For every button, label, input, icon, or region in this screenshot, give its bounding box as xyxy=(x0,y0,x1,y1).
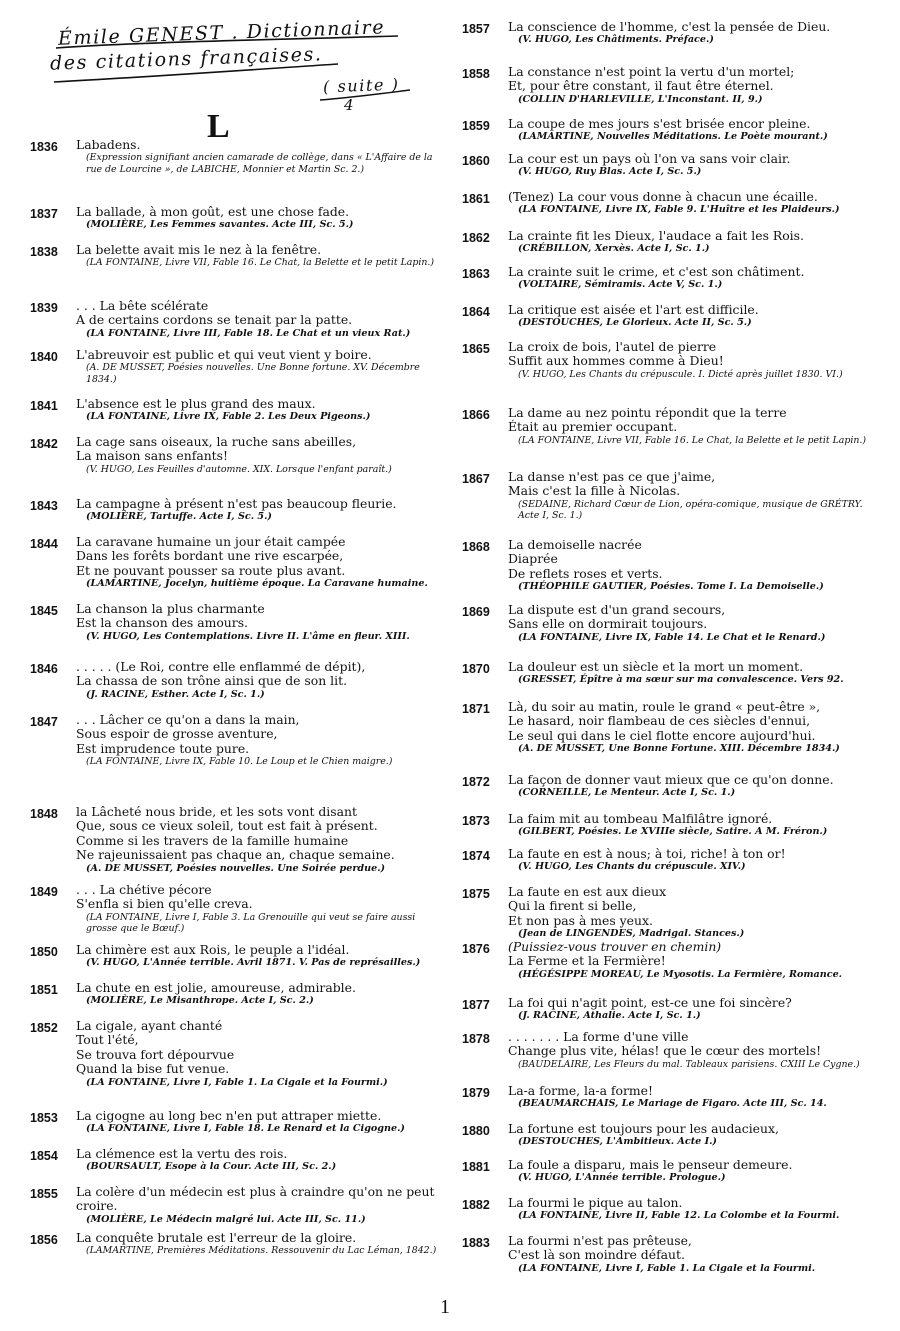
citation-text-line: Était au premier occupant. xyxy=(508,419,678,435)
citation-number: 1878 xyxy=(462,1032,490,1046)
citation-body xyxy=(508,996,872,1022)
citation-text-line: S'enfla si bien qu'elle creva. xyxy=(76,896,253,912)
citation-source: (DESTOUCHES, Le Glorieux. Acte II, Sc. 5.) xyxy=(518,317,752,329)
citation-body xyxy=(508,1234,872,1274)
citation-text-line: La cour est un pays où l'on va sans voir clair. xyxy=(508,151,791,166)
citation-number: 1847 xyxy=(30,715,58,729)
citation-entry xyxy=(462,229,872,255)
citation-body xyxy=(76,497,438,523)
citation-text-line: La ballade, à mon goût, est une chose fade. xyxy=(76,204,350,219)
citation-text-line: La danse n'est pas ce que j'aime, xyxy=(508,469,716,484)
citation-number: 1837 xyxy=(30,207,58,221)
citation-entry xyxy=(30,1109,438,1135)
citation-entry xyxy=(462,538,872,593)
citation-text-line: Mais c'est la fille à Nicolas. xyxy=(508,483,681,499)
citation-body xyxy=(508,773,872,799)
citation-entry xyxy=(462,152,872,178)
citation-body xyxy=(508,1158,872,1184)
citation-entry xyxy=(462,847,872,873)
citation-body xyxy=(508,1084,872,1110)
citation-source: (LA FONTAINE, Livre VII, Fable 16. Le Chat, la Belette et le petit Lapin.) xyxy=(86,257,435,269)
citation-text-line: La chassa de son trône ainsi que de son lit. xyxy=(76,673,348,689)
citation-entry xyxy=(30,435,438,475)
citation-number: 1852 xyxy=(30,1021,58,1035)
citation-source: (MOLIÈRE, Le Médecin malgré lui. Acte III, Sc. 11.) xyxy=(86,1213,366,1225)
citation-body xyxy=(508,470,872,522)
citation-body xyxy=(76,138,438,175)
citation-number: 1860 xyxy=(462,154,490,168)
citation-text-line: Et non pas à mes yeux. xyxy=(508,912,653,928)
citation-number: 1861 xyxy=(462,192,490,206)
citation-body xyxy=(508,603,872,643)
citation-body xyxy=(76,397,438,423)
citation-entry xyxy=(30,660,438,700)
citation-text-line: Change plus vite, hélas! que le cœur des mortels! xyxy=(508,1043,822,1059)
citation-entry xyxy=(462,265,872,291)
citation-text-line: La faim mit au tombeau Malfilâtre ignoré. xyxy=(508,811,773,826)
citation-text-line: Que, sous ce vieux soleil, tout est fait à présent. xyxy=(76,818,378,834)
citation-text-line: La-a forme, la-a forme! xyxy=(508,1083,653,1098)
citation-body xyxy=(508,265,872,291)
citation-source: (V. HUGO, Ruy Blas. Acte I, Sc. 5.) xyxy=(518,166,702,178)
citation-number: 1848 xyxy=(30,807,58,821)
citation-number: 1851 xyxy=(30,983,58,997)
citation-body xyxy=(76,299,438,339)
citation-text-line: Ne rajeunissaient pas chaque an, chaque semaine. xyxy=(76,847,395,863)
citation-entry xyxy=(462,20,872,46)
citation-text-line: L'absence est le plus grand des maux. xyxy=(76,396,316,411)
citation-number: 1879 xyxy=(462,1086,490,1100)
citation-body xyxy=(76,1231,438,1257)
citation-number: 1867 xyxy=(462,472,490,486)
citation-text-line: La façon de donner vaut mieux que ce qu'on donne. xyxy=(508,772,834,787)
citation-text-line: Qui la firent si belle, xyxy=(508,898,637,914)
page-number: 1 xyxy=(440,1296,450,1318)
citation-body xyxy=(508,538,872,593)
citation-body xyxy=(508,812,872,838)
citation-number: 1863 xyxy=(462,267,490,281)
citation-entry xyxy=(462,700,872,755)
citation-text-line: croire. xyxy=(76,1198,118,1214)
citation-text-line: Quand la bise fut venue. xyxy=(76,1061,230,1077)
citation-source: (LA FONTAINE, Livre IX, Fable 14. Le Chat et le Renard.) xyxy=(518,631,826,643)
citation-source: (LA FONTAINE, Livre I, Fable 3. La Grenouille qui veut se faire aussi grosse que le Bœuf.) xyxy=(86,911,416,935)
citation-body xyxy=(76,535,438,590)
citation-entry xyxy=(462,660,872,686)
citation-entry xyxy=(30,713,438,768)
citation-entry xyxy=(462,190,872,216)
citation-source: (A. DE MUSSET, Une Bonne Fortune. XIII. Décembre 1834.) xyxy=(518,743,840,755)
citation-text-line: Dans les forêts bordant une rive escarpée, xyxy=(76,548,344,564)
citation-number: 1839 xyxy=(30,301,58,315)
citation-source: (A. DE MUSSET, Poésies nouvelles. Une Bonne fortune. XV. Décembre 1834.) xyxy=(86,362,420,385)
citation-body xyxy=(508,1030,872,1070)
citation-entry xyxy=(30,602,438,642)
citation-entry xyxy=(30,1185,438,1225)
citation-number: 1838 xyxy=(30,245,58,259)
citation-number: 1876 xyxy=(462,942,490,956)
citation-body xyxy=(508,340,872,380)
citation-text-line: La cigogne au long bec n'en put attraper miette. xyxy=(76,1108,382,1123)
citation-number: 1845 xyxy=(30,604,58,618)
citation-source: (GILBERT, Poésies. Le XVIIIe siècle, Satire. A M. Fréron.) xyxy=(518,826,828,838)
citation-source: (MOLIÈRE, Tartuffe. Acte I, Sc. 5.) xyxy=(86,511,272,523)
citation-body xyxy=(508,117,872,143)
citation-text-line: . . . Lâcher ce qu'on a dans la main, xyxy=(76,712,300,727)
citation-text-line: A de certains cordons se tenait par la patte. xyxy=(76,312,353,328)
citation-number: 1875 xyxy=(462,887,490,901)
citation-body xyxy=(76,1109,438,1135)
citation-source: (LA FONTAINE, Livre III, Fable 18. Le Chat et un vieux Rat.) xyxy=(86,327,411,339)
citation-number: 1840 xyxy=(30,350,58,364)
citation-text-line: La croix de bois, l'autel de pierre xyxy=(508,339,717,354)
citation-text-line: La constance n'est point la vertu d'un mortel; xyxy=(508,64,795,79)
citation-source: (LA FONTAINE, Livre VII, Fable 16. Le Chat, la Belette et le petit Lapin.) xyxy=(518,434,867,446)
citation-text-line: . . . La chétive pécore xyxy=(76,882,212,897)
citation-entry xyxy=(462,940,872,980)
citation-number: 1869 xyxy=(462,605,490,619)
citation-entry xyxy=(462,603,872,643)
citation-source: (V. HUGO, Les Contemplations. Livre II. L'âme en fleur. XIII. xyxy=(86,630,410,642)
citation-number: 1843 xyxy=(30,499,58,513)
citation-text-line: la Lâcheté nous bride, et les sots vont disant xyxy=(76,804,357,819)
citation-body xyxy=(508,885,872,940)
citation-source: (LAMARTINE, Jocelyn, huitième époque. La Caravane humaine. xyxy=(86,578,428,590)
citation-entry xyxy=(30,243,438,269)
citation-body xyxy=(76,205,438,231)
citation-entry xyxy=(462,773,872,799)
citation-source: (BOURSAULT, Esope à la Cour. Acte III, Sc. 2.) xyxy=(86,1161,337,1173)
citation-text-line: La crainte fit les Dieux, l'audace a fait les Rois. xyxy=(508,228,804,243)
citation-text-line: C'est là son moindre défaut. xyxy=(508,1247,685,1263)
citation-text-line: . . . La bête scélérate xyxy=(76,298,209,313)
citation-number: 1877 xyxy=(462,998,490,1012)
citation-source: (MOLIÈRE, Le Misanthrope. Acte I, Sc. 2.) xyxy=(86,995,314,1007)
handwritten-suite: ( suite ) xyxy=(322,74,400,97)
citation-source: (MOLIÈRE, Les Femmes savantes. Acte III, Sc. 5.) xyxy=(86,219,354,231)
citation-number: 1872 xyxy=(462,775,490,789)
citation-source: (DESTOUCHES, L'Ambitieux. Acte I.) xyxy=(518,1136,717,1148)
citation-source: (V. HUGO, L'Année terrible. Prologue.) xyxy=(518,1172,726,1184)
citation-entry xyxy=(30,1019,438,1088)
citation-text-line: La critique est aisée et l'art est difficile. xyxy=(508,302,759,317)
citation-source: (V. HUGO, Les Chants du crépuscule. I. Dicté après juillet 1830. VI.) xyxy=(518,368,843,380)
citation-entry xyxy=(462,1234,872,1274)
citation-number: 1859 xyxy=(462,119,490,133)
citation-entry xyxy=(30,1231,438,1257)
citation-text-line: La colère d'un médecin est plus à craindre qu'on ne peut xyxy=(76,1184,435,1199)
citation-source: (CORNEILLE, Le Menteur. Acte I, Sc. 1.) xyxy=(518,787,736,799)
citation-entry xyxy=(462,303,872,329)
citation-number: 1836 xyxy=(30,140,58,154)
citation-number: 1883 xyxy=(462,1236,490,1250)
citation-body xyxy=(76,660,438,700)
citation-number: 1857 xyxy=(462,22,490,36)
citation-number: 1862 xyxy=(462,231,490,245)
citation-source: (CRÉBILLON, Xerxès. Acte I, Sc. 1.) xyxy=(518,243,710,255)
citation-entry xyxy=(462,1084,872,1110)
citation-entry xyxy=(462,1122,872,1148)
citation-body xyxy=(508,190,872,216)
citation-text-line: Sans elle on dormirait toujours. xyxy=(508,616,708,632)
citation-body xyxy=(508,660,872,686)
citation-source: (LA FONTAINE, Livre I, Fable 1. La Cigale et la Fourmi. xyxy=(518,1262,816,1274)
citation-source: (V. HUGO, Les Chants du crépuscule. XIV.) xyxy=(518,861,746,873)
citation-entry xyxy=(462,812,872,838)
citation-number: 1856 xyxy=(30,1233,58,1247)
citation-text-line: La fortune est toujours pour les audacieux, xyxy=(508,1121,779,1136)
citation-source: (LA FONTAINE, Livre II, Fable 12. La Colombe et la Fourmi. xyxy=(518,1210,840,1222)
citation-source: (A. DE MUSSET, Poésies nouvelles. Une Soirée perdue.) xyxy=(86,862,386,874)
handwritten-title-line-2: des citations françaises. xyxy=(49,43,323,75)
citation-body xyxy=(76,981,438,1007)
citation-entry xyxy=(30,205,438,231)
citation-text-line: La coupe de mes jours s'est brisée encor pleine. xyxy=(508,116,811,131)
citation-source: (VOLTAIRE, Sémiramis. Acte V, Sc. 1.) xyxy=(518,279,723,291)
citation-body xyxy=(508,847,872,873)
citation-text-line: La chanson la plus charmante xyxy=(76,601,265,616)
citation-text-line: . . . . . . . La forme d'une ville xyxy=(508,1029,689,1044)
citation-source: (BAUDELAIRE, Les Fleurs du mal. Tableaux parisiens. CXIII Le Cygne.) xyxy=(518,1058,860,1070)
citation-source: (J. RACINE, Esther. Acte I, Sc. 1.) xyxy=(86,688,265,700)
citation-text-line: Est imprudence toute pure. xyxy=(76,740,250,756)
citation-text-line: La dame au nez pointu répondit que la terre xyxy=(508,405,787,420)
citation-text-line: La fourmi n'est pas prêteuse, xyxy=(508,1233,692,1248)
citation-source: (Expression signifiant ancien camarade de collège, dans « L'Affaire de la rue de Lourcine », de LABICHE, Monnier et Martin Sc. 2.) xyxy=(86,152,433,175)
citation-source: (LA FONTAINE, Livre IX, Fable 10. Le Loup et le Chien maigre.) xyxy=(86,756,393,768)
citation-text-line: La crainte suit le crime, et c'est son châtiment. xyxy=(508,264,805,279)
citation-number: 1844 xyxy=(30,537,58,551)
citation-source: (BEAUMARCHAIS, Le Mariage de Figaro. Acte III, Sc. 14. xyxy=(518,1098,827,1110)
citation-entry xyxy=(30,943,438,969)
citation-text-line: La faute en est à nous; à toi, riche! à ton or! xyxy=(508,846,786,861)
citation-body xyxy=(508,65,872,105)
citation-body xyxy=(508,303,872,329)
citation-entry xyxy=(462,885,872,940)
citation-number: 1841 xyxy=(30,399,58,413)
citation-text-line: La chute en est jolie, amoureuse, admirable. xyxy=(76,980,356,995)
citation-text-line: La conscience de l'homme, c'est la pensée de Dieu. xyxy=(508,19,831,34)
citation-number: 1868 xyxy=(462,540,490,554)
citation-source: (LAMARTINE, Nouvelles Méditations. Le Poète mourant.) xyxy=(518,131,828,143)
citation-text-line: La chimère est aux Rois, le peuple a l'idéal. xyxy=(76,942,350,957)
citation-source: (LA FONTAINE, Livre I, Fable 18. Le Renard et la Cigogne.) xyxy=(86,1123,405,1135)
citation-number: 1855 xyxy=(30,1187,58,1201)
citation-body xyxy=(76,713,438,768)
citation-number: 1864 xyxy=(462,305,490,319)
citation-entry xyxy=(462,1196,872,1222)
citation-entry xyxy=(30,348,438,385)
citation-text-line: Et, pour être constant, il faut être éternel. xyxy=(508,78,774,94)
citation-text-line: La foi qui n'agit point, est-ce une foi sincère? xyxy=(508,995,792,1010)
citation-text-line: (Tenez) La cour vous donne à chacun une écaille. xyxy=(508,189,818,204)
citation-body xyxy=(76,943,438,969)
citation-entry xyxy=(30,981,438,1007)
citation-text-line: La demoiselle nacrée xyxy=(508,537,642,552)
citation-body xyxy=(76,805,438,874)
citation-body xyxy=(76,435,438,475)
citation-text-line: Le hasard, noir flambeau de ces siècles d'ennui, xyxy=(508,713,811,729)
citation-entry xyxy=(462,340,872,380)
citation-text-line: Labadens. xyxy=(76,137,141,152)
citation-text-line: La dispute est d'un grand secours, xyxy=(508,602,726,617)
citation-text-line: La maison sans enfants! xyxy=(76,448,228,464)
citation-source: (HÉGÉSIPPE MOREAU, Le Myosotis. La Fermière, Romance. xyxy=(518,968,843,980)
citation-text-line: L'abreuvoir est public et qui veut vient y boire. xyxy=(76,347,372,362)
citation-source: (V. HUGO, Les Feuilles d'automne. XIX. Lorsque l'enfant paraît.) xyxy=(86,463,392,475)
citation-entry xyxy=(30,299,438,339)
citation-entry xyxy=(30,397,438,423)
citation-number: 1866 xyxy=(462,408,490,422)
citation-number: 1850 xyxy=(30,945,58,959)
citation-number: 1873 xyxy=(462,814,490,828)
citation-body xyxy=(76,1019,438,1088)
citation-text-line: Là, du soir au matin, roule le grand « peut-être », xyxy=(508,699,821,714)
citation-text-line: Diaprée xyxy=(508,551,558,567)
citation-text-line: La fourmi le pique au talon. xyxy=(508,1195,683,1210)
citation-number: 1865 xyxy=(462,342,490,356)
citation-body xyxy=(76,602,438,642)
citation-text-line: (Puissiez-vous trouver en chemin) xyxy=(508,939,722,954)
citation-source: (COLLIN D'HARLEVILLE, L'Inconstant. II, 9.) xyxy=(518,93,763,105)
citation-body xyxy=(508,229,872,255)
citation-number: 1842 xyxy=(30,437,58,451)
citation-entry xyxy=(462,996,872,1022)
citation-text-line: Sous espoir de grosse aventure, xyxy=(76,726,278,742)
citation-body xyxy=(508,700,872,755)
citation-entry xyxy=(30,1147,438,1173)
citation-source: (LAMARTINE, Premières Méditations. Ressouvenir du Lac Léman, 1842.) xyxy=(86,1245,437,1257)
citation-body xyxy=(508,406,872,446)
citation-number: 1881 xyxy=(462,1160,490,1174)
citation-text-line: Se trouva fort dépourvue xyxy=(76,1046,235,1062)
citation-source: (THÉOPHILE GAUTIER, Poésies. Tome I. La Demoiselle.) xyxy=(518,581,824,593)
citation-number: 1874 xyxy=(462,849,490,863)
citation-entry xyxy=(462,406,872,446)
citation-number: 1853 xyxy=(30,1111,58,1125)
citation-source: (V. HUGO, L'Année terrible. Avril 1871. V. Pas de représailles.) xyxy=(86,957,421,969)
citation-number: 1870 xyxy=(462,662,490,676)
citation-source: (SEDAINE, Richard Cœur de Lion, opéra-comique, musique de GRÉTRY. Acte I, Sc. 1.) xyxy=(518,498,863,522)
citation-body xyxy=(76,1147,438,1173)
citation-number: 1849 xyxy=(30,885,58,899)
citation-text-line: La campagne à présent n'est pas beaucoup fleurie. xyxy=(76,496,397,511)
citation-entry xyxy=(30,138,438,175)
citation-text-line: La Ferme et la Fermière! xyxy=(508,953,666,969)
citation-text-line: La conquête brutale est l'erreur de la gloire. xyxy=(76,1230,357,1245)
citation-text-line: Et ne pouvant pousser sa route plus avant. xyxy=(76,562,346,578)
citation-body xyxy=(508,1196,872,1222)
citation-source: (LA FONTAINE, Livre IX, Fable 9. L'Huître et les Plaideurs.) xyxy=(518,204,840,216)
citation-text-line: La cage sans oiseaux, la ruche sans abeilles, xyxy=(76,434,357,449)
citation-body xyxy=(508,940,872,980)
citation-number: 1846 xyxy=(30,662,58,676)
citation-text-line: La caravane humaine un jour était campée xyxy=(76,534,346,549)
citation-text-line: De reflets roses et verts. xyxy=(508,565,663,581)
handwritten-mark: 4 xyxy=(344,96,356,114)
citation-entry xyxy=(30,535,438,590)
citation-body xyxy=(508,1122,872,1148)
citation-number: 1882 xyxy=(462,1198,490,1212)
handwritten-title-line-1: Émile GENEST . Dictionnaire xyxy=(57,16,386,50)
citation-source: (Jean de LINGENDES, Madrigal. Stances.) xyxy=(518,928,745,940)
citation-entry xyxy=(30,497,438,523)
citation-entry xyxy=(462,1158,872,1184)
citation-body xyxy=(76,348,438,385)
citation-text-line: La faute en est aux dieux xyxy=(508,884,667,899)
citation-text-line: La belette avait mis le nez à la fenêtre. xyxy=(76,242,322,257)
citation-body xyxy=(508,152,872,178)
citation-text-line: Tout l'été, xyxy=(76,1032,139,1048)
citation-text-line: Est la chanson des amours. xyxy=(76,615,248,631)
citation-number: 1880 xyxy=(462,1124,490,1138)
citation-text-line: La foule a disparu, mais le penseur demeure. xyxy=(508,1157,793,1172)
citation-body xyxy=(508,20,872,46)
handwritten-header xyxy=(48,16,428,120)
citation-source: (GRESSET, Épître à ma sœur sur ma convalescence. Vers 92. xyxy=(518,674,844,686)
citation-source: (LA FONTAINE, Livre I, Fable 1. La Cigale et la Fourmi.) xyxy=(86,1076,388,1088)
citation-number: 1871 xyxy=(462,702,490,716)
citation-entry xyxy=(462,1030,872,1070)
citation-text-line: Le seul qui dans le ciel flotte encore aujourd'hui. xyxy=(508,727,816,743)
citation-entry xyxy=(462,117,872,143)
citation-body xyxy=(76,1185,438,1225)
citation-body xyxy=(76,243,438,269)
citation-text-line: La cigale, ayant chanté xyxy=(76,1018,223,1033)
citation-text-line: Comme si les travers de la famille humaine xyxy=(76,832,349,848)
citation-number: 1858 xyxy=(462,67,490,81)
citation-entry xyxy=(462,65,872,105)
citation-text-line: Suffit aux hommes comme à Dieu! xyxy=(508,353,724,369)
citation-text-line: La douleur est un siècle et la mort un moment. xyxy=(508,659,804,674)
citation-source: (V. HUGO, Les Châtiments. Préface.) xyxy=(518,34,714,46)
citation-body xyxy=(76,883,438,935)
citation-text-line: La clémence est la vertu des rois. xyxy=(76,1146,288,1161)
section-letter: L xyxy=(207,108,230,145)
citation-source: (J. RACINE, Athalie. Acte I, Sc. 1.) xyxy=(518,1010,701,1022)
citation-source: (LA FONTAINE, Livre IX, Fable 2. Les Deux Pigeons.) xyxy=(86,411,371,423)
citation-entry xyxy=(30,805,438,874)
citation-number: 1854 xyxy=(30,1149,58,1163)
citation-text-line: . . . . . (Le Roi, contre elle enflammé de dépit), xyxy=(76,659,366,674)
citation-entry xyxy=(30,883,438,935)
citation-entry xyxy=(462,470,872,522)
